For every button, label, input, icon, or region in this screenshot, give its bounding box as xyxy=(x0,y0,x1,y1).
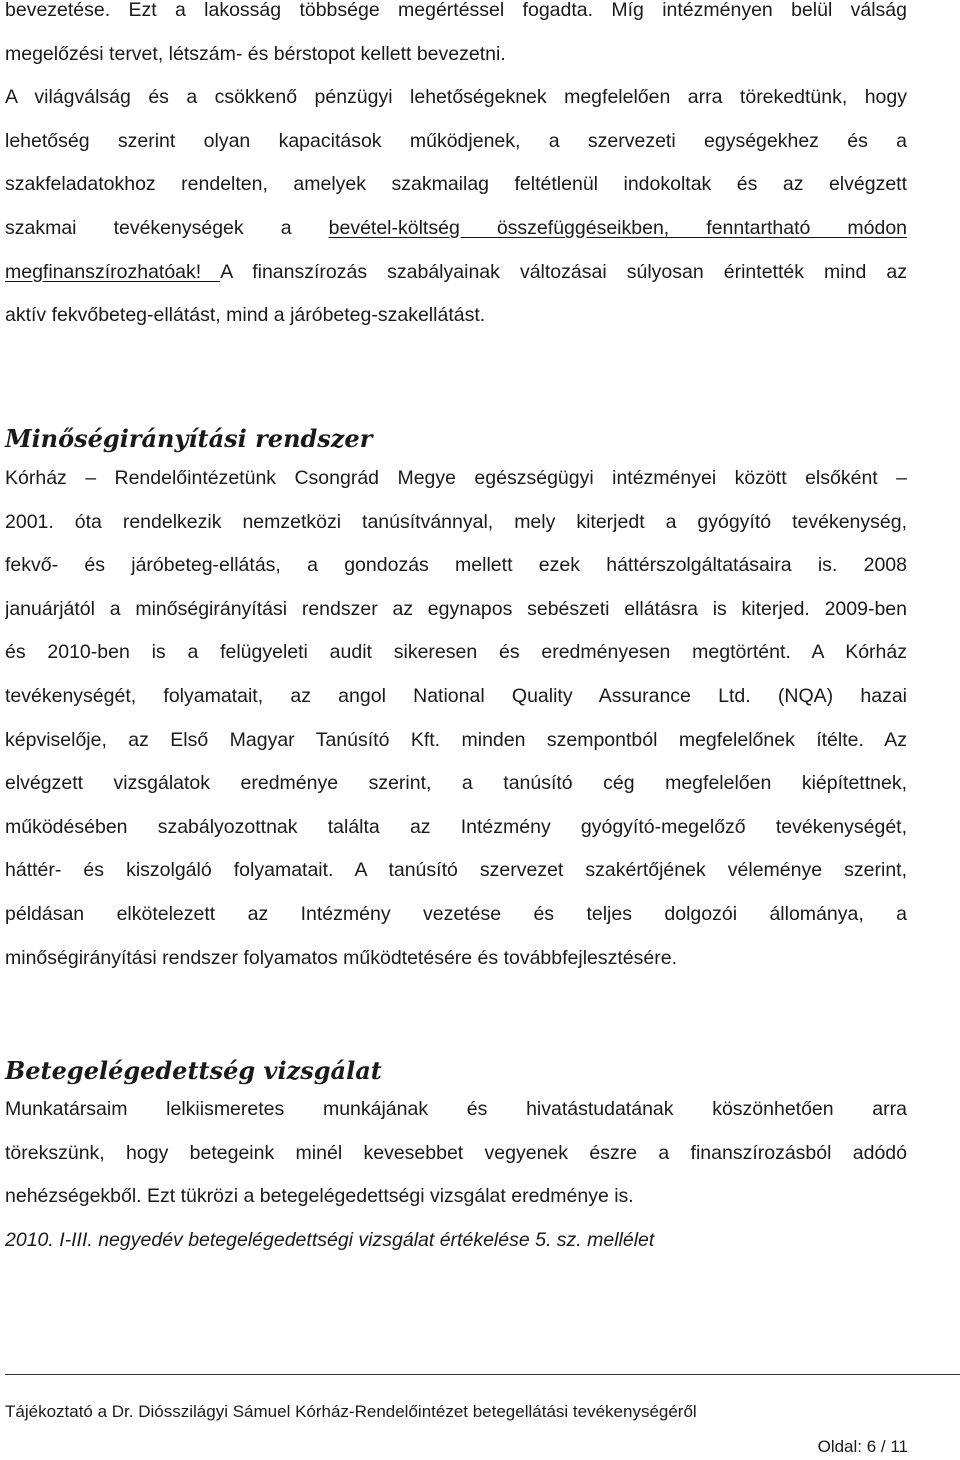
section-heading-quality: Minőségirányítási rendszer xyxy=(5,424,373,453)
text-line: háttér- és kiszolgáló folyamatait. A tanúsító szervezet szakértőjének véleménye szerint, xyxy=(5,859,907,882)
text-line: működésében szabályozottnak találta az Intézmény gyógyító-megelőző tevékenységét, xyxy=(5,815,907,838)
intro-paragraph xyxy=(5,0,907,338)
text-line: elvégzett vizsgálatok eredménye szerint, a tanúsító cég megfelelően kiépítettnek, xyxy=(5,772,907,795)
text-line: 2001. óta rendelkezik nemzetközi tanúsítvánnyal, mely kiterjedt a gyógyító tevékenység, xyxy=(5,510,907,533)
text-segment: A finanszírozás szabályainak változásai súlyosan érintették mind az xyxy=(220,260,907,283)
text-line: bevezetése. Ezt a lakosság többsége megértéssel fogadta. Míg intézményen belül válság xyxy=(5,0,907,21)
text-line: Kórház – Rendelőintézetünk Csongrád Megye egészségügyi intézményei között elsőként – xyxy=(5,467,907,489)
text-line: januárjától a minőségirányítási rendszer az egynapos sebészeti ellátásra is kiterjed. 2009-ben xyxy=(5,597,907,620)
text-line-mixed xyxy=(5,207,907,251)
text-segment: szakmai tevékenységek a xyxy=(5,216,292,239)
text-line: Munkatársaim lelkiismeretes munkájának és hivatástudatának köszönhetően arra xyxy=(5,1098,907,1120)
satisfaction-paragraph xyxy=(5,1088,907,1219)
text-line: minőségirányítási rendszer folyamatos működtetésére és továbbfejlesztésére. xyxy=(5,946,677,969)
text-line: megelőzési tervet, létszám- és bérstopot kellett bevezetni. xyxy=(5,42,506,65)
text-line: szakfeladatokhoz rendelten, amelyek szakmailag feltétlenül indokoltak és az elvégzett xyxy=(5,173,907,196)
text-line: képviselője, az Első Magyar Tanúsító Kft. minden szempontból megfelelőnek ítélte. Az xyxy=(5,728,907,751)
text-line-mixed xyxy=(5,251,907,295)
text-line: A világválság és a csökkenő pénzügyi lehetőségeknek megfelelően arra törekedtünk, hogy xyxy=(5,86,907,109)
appendix-reference: 2010. I-III. negyedév betegelégedettségi vizsgálat értékelése 5. sz. mellélet xyxy=(5,1229,655,1251)
text-line: fekvő- és járóbeteg-ellátás, a gondozás mellett ezek háttérszolgáltatásaira is. 2008 xyxy=(5,554,907,577)
quality-paragraph xyxy=(5,457,907,980)
text-line: nehézségekből. Ezt tükrözi a betegelégedettségi vizsgálat eredménye is. xyxy=(5,1185,634,1208)
underlined-text: bevétel-költség összefüggéseikben, fenntartható módon xyxy=(328,216,907,239)
text-line: és 2010-ben is a felügyeleti audit sikeresen és eredményesen megtörtént. A Kórház xyxy=(5,641,907,664)
footer-text: Tájékoztató a Dr. Diósszilágyi Sámuel Kórház-Rendelőintézet betegellátási tevékenységéről xyxy=(5,1402,697,1421)
page-number: Oldal: 6 / 11 xyxy=(817,1437,908,1456)
text-line: aktív fekvőbeteg-ellátást, mind a járóbeteg-szakellátást. xyxy=(5,304,486,327)
text-line: tevékenységét, folyamatait, az angol National Quality Assurance Ltd. (NQA) hazai xyxy=(5,684,907,707)
footer-divider xyxy=(5,1374,960,1375)
text-line: példásan elkötelezett az Intézmény vezetése és teljes dolgozói állománya, a xyxy=(5,902,907,925)
underlined-text: megfinanszírozhatóak! xyxy=(5,260,221,283)
text-line: lehetőség szerint olyan kapacitások működjenek, a szervezeti egységekhez és a xyxy=(5,129,907,152)
text-line: törekszünk, hogy betegeink minél kevesebbet vegyenek észre a finanszírozásból adódó xyxy=(5,1141,907,1164)
section-heading-satisfaction: Betegelégedettség vizsgálat xyxy=(5,1056,382,1085)
